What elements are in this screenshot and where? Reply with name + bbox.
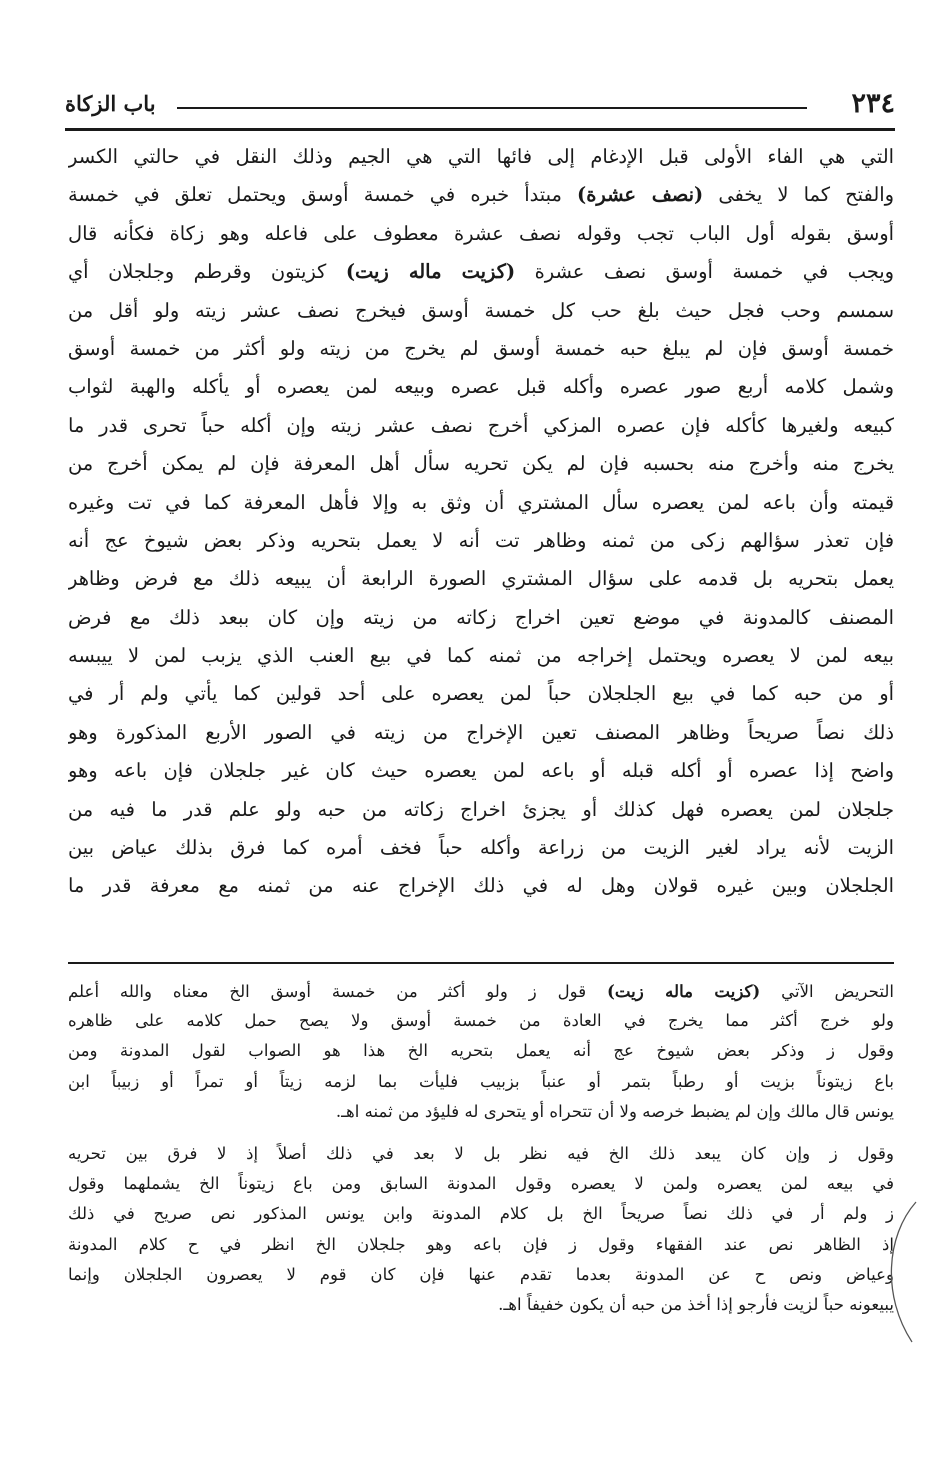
footnote-separator bbox=[68, 962, 894, 964]
text-line: أوسق بقوله أول الباب تجب وقوله نصف عشرة معطوف على فاعله وهو زكاة فكأنه قال bbox=[68, 221, 894, 245]
footnote-line: باع زيتوناً بزيت أو رطباً بتمر أو عنباً بزبيب فليأت بما لزمه زيتاً أو تمراً أو زبيباً ابن bbox=[68, 1071, 894, 1091]
text-line: وشمل كلامه أربع صور عصره وأكله قبل عصره وبيعه لمن يعصره أو يأكله والهبة لثواب bbox=[68, 375, 894, 399]
header-rule bbox=[65, 128, 895, 131]
text-line: يعمل بتحريه بل قدمه على سؤال المشتري الصورة الرابعة أن يبيعه ذلك مع فرض وظاهر bbox=[68, 567, 894, 591]
footnote-line: وقول ز وإن كان يبعد ذلك الخ فيه نظر بل لا بعد في ذلك أصلاً إذ لا فرق بين تحريه bbox=[68, 1143, 894, 1163]
matn-quote: (كزيت ماله زيت) bbox=[345, 260, 516, 284]
matn-quote: (كزيت ماله زيت) bbox=[607, 981, 761, 1001]
text-line: يخرج منه وأخرج منه بحسبه فإن لم يكن تحريه سأل أهل المعرفة فإن لم يمكن أخرج من bbox=[68, 452, 894, 476]
running-header bbox=[65, 86, 895, 126]
page-number: ٢٣٤ bbox=[851, 88, 895, 119]
handwritten-margin-mark bbox=[872, 1196, 932, 1346]
text-line: واضح إذا عصره أو أكله قبله أو باعه لمن يعصره حيث كان غير جلجلان فإن باعه وهو bbox=[68, 759, 894, 783]
footnote-line: يونس قال مالك وإن لم يضبط خرصه ولا أن تتحراه أو يتحرى له فليؤد من ثمنه اهـ. bbox=[335, 1101, 894, 1121]
text-line: ويجب في خمسة أوسق نصف عشرة (كزيت ماله زيت) كزيتون وقرطم وجلجلان أي bbox=[68, 260, 894, 284]
chapter-title: باب الزكاة bbox=[65, 91, 156, 116]
header-dash-line bbox=[177, 107, 807, 109]
footnote-line: ز ولم أر في ذلك نصاً صريحاً الخ بل كلام المدونة وابن يونس المذكور نص صريح في ذلك bbox=[68, 1204, 894, 1224]
footnote-line: إذ الظاهر نص عند الفقهاء وقول ز فإن باعه وهو جلجلان الخ انظر في ح كلام المدونة bbox=[68, 1234, 894, 1254]
footnote-gap bbox=[68, 1127, 894, 1139]
text-line: أو من حبه كما في بيع الجلجلان حباً لمن يعصره على أحد قولين كما يأتي ولم أر في bbox=[68, 682, 894, 706]
text-line: الزيت لأنه يراد لغير الزيت من زراعة وأكله حباً فخف أمره كما فرق بذلك عياض بين bbox=[68, 836, 894, 860]
text-line: الجلجلان وبين غيره قولان وهل له في ذلك الإخراج عنه من ثمنه مع معرفة قدر ما bbox=[68, 874, 894, 898]
text-line: ذلك نصاً صريحاً وظاهر المصنف تعين الإخراج من زيته في الصور الأربع المذكورة وهو bbox=[68, 720, 894, 744]
text-line: المصنف كالمدونة في موضع تعين اخراج زكاته من زيته وإن كان ببعد ذلك مع فرض bbox=[68, 605, 894, 629]
main-text bbox=[68, 138, 894, 906]
footnote-line: في بيعه لمن يعصره ولمن لا يعصره وقول المدونة السابق ومن باع زيتوناً الخ يشملهما وقول bbox=[68, 1174, 894, 1194]
text-line: فإن تعذر سؤالهم زكى من ثمنه وظاهر تت أنه لا يعمل بتحريه وذكر بعض شيوخ عج أنه bbox=[68, 528, 894, 552]
footnotes bbox=[68, 976, 894, 1320]
text-line: كبيعه ولغيرها كأكله فإن عصره المزكي أخرج نصف عشر زيته وإن أكله حباً تحرى قدر ما bbox=[68, 413, 894, 437]
footnote-line: وعياض ونص ح عن المدونة بعدما تقدم عنها فإن كان قوم لا يعصرون الجلجلان وإنما bbox=[68, 1264, 894, 1284]
text-line: جلجلان لمن يعصره فهل كذلك أو يجزئ اخراج زكاته من حبه ولو علم قدر ما فيه من bbox=[68, 797, 894, 821]
footnote-line: ولو خرج أكثر مما يخرج في العادة من خمسة أوسق ولا يصح حمل كلامه على ظاهره bbox=[68, 1011, 894, 1031]
text-line: قيمته وأن باعه لمن يعصره سأل المشتري أن وثق به وإلا فأهل المعرفة كما في تت وغيره bbox=[68, 490, 894, 514]
footnote-line: التحريض الآتي (كزيت ماله زيت) قول ز ولو أكثر من خمسة أوسق الخ معناه والله أعلم bbox=[68, 981, 894, 1001]
text-line: سمسم وحب فجل حيث بلغ حب كل خمسة أوسق فيخرج نصف عشر زيته ولو أقل من bbox=[68, 298, 894, 322]
text-line: التي هي الفاء الأولى قبل الإدغام إلى فائها التي هي الجيم وذلك النقل في حالتي الكسر bbox=[68, 145, 894, 168]
text-line: والفتح كما لا يخفى (نصف عشرة) مبتدأ خبره في خمسة أوسق ويحتمل تعلق في خمسة bbox=[68, 183, 894, 207]
footnote-line: وقول ز وذكر بعض شيوخ عج أنه يعمل بتحريه الخ هذا هو الصواب لقول المدونة ومن bbox=[68, 1041, 894, 1061]
matn-quote: (نصف عشرة) bbox=[577, 183, 704, 207]
text-line: بيعه لمن لا يعصره ويحتمل إخراجه من ثمنه كما في بيع العنب الذي يزبب لمن لا ييبسه bbox=[68, 644, 894, 668]
footnote-line: يبيعونه حباً لزيت فأرجو إذا أخذ من حبه أن يكون خفيفاً اهـ. bbox=[498, 1294, 894, 1314]
text-line: خمسة أوسق فإن لم يبلغ حبه خمسة أوسق لم يخرج من زيته ولو أكثر من خمسة أوسق bbox=[68, 336, 894, 360]
